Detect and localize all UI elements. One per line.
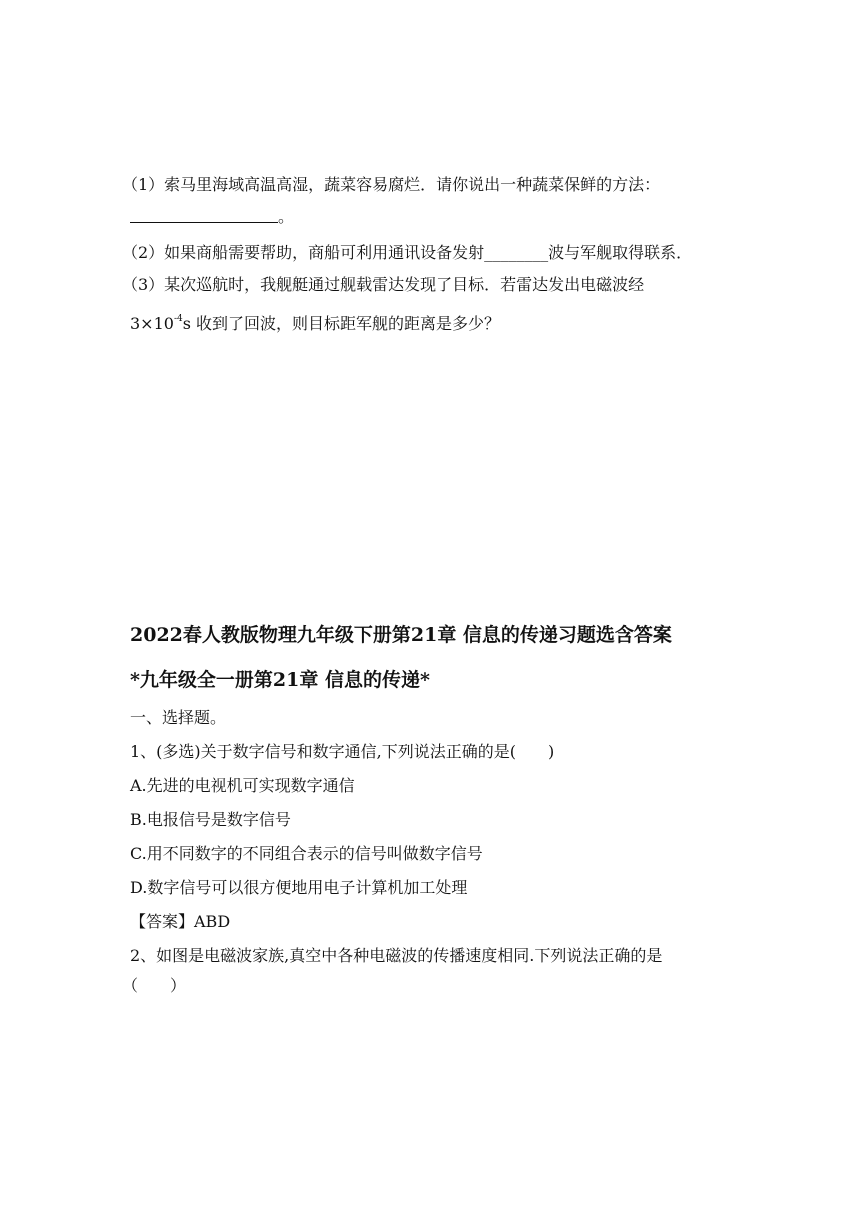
option-b: B.电报信号是数字信号 — [130, 810, 291, 829]
document-title: 2022春人教版物理九年级下册第21章 信息的传递习题选含答案 — [130, 624, 672, 646]
q1-answer-line — [130, 206, 294, 228]
question-1: 1、(多选)关于数字信号和数字通信,下列说法正确的是( ) — [130, 742, 555, 761]
answer-blank — [130, 208, 278, 223]
section-heading: 一、选择题。 — [130, 708, 227, 727]
option-c: C.用不同数字的不同组合表示的信号叫做数字信号 — [130, 844, 483, 863]
option-a: A.先进的电视机可实现数字通信 — [130, 776, 355, 795]
option-d: D.数字信号可以很方便地用电子计算机加工处理 — [130, 878, 468, 897]
q1-text: （1）索马里海域高温高湿，蔬菜容易腐烂．请你说出一种蔬菜保鲜的方法： — [122, 175, 661, 194]
q3-prefix: 3×10 — [130, 314, 174, 333]
q3-exponent: -4 — [173, 314, 183, 324]
q3-line1: （3）某次巡航时，我舰艇通过舰载雷达发现了目标．若雷达发出电磁波经 — [122, 275, 645, 294]
q3-line2 — [130, 308, 500, 335]
question-2-line2: （ ） — [122, 976, 187, 995]
q3-suffix: s 收到了回波，则目标距军舰的距离是多少？ — [182, 314, 501, 333]
q1-end: 。 — [278, 207, 295, 226]
chapter-subtitle: *九年级全一册第21章 信息的传递* — [130, 669, 430, 691]
question-2-line1: 2、如图是电磁波家族,真空中各种电磁波的传播速度相同.下列说法正确的是 — [130, 946, 663, 965]
q2-text: （2）如果商船需要帮助，商船可利用通讯设备发射________波与军舰取得联系． — [122, 243, 693, 262]
answer-1: 【答案】ABD — [130, 912, 231, 931]
